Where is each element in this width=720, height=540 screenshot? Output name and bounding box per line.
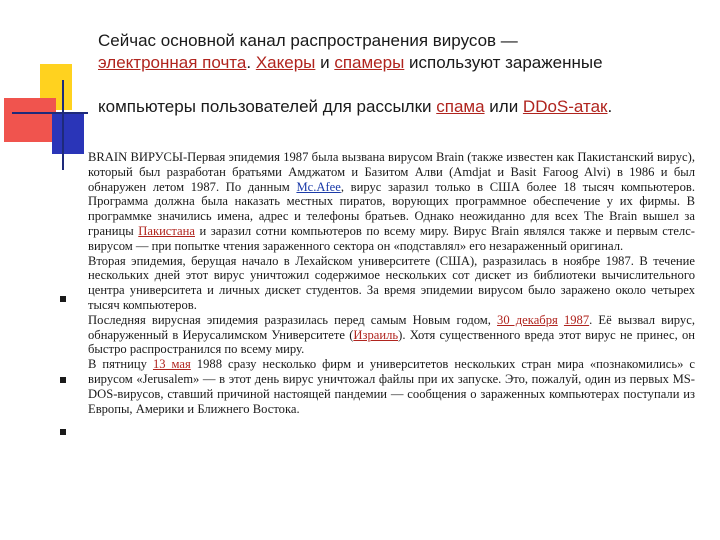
bullet-marker (60, 296, 66, 302)
heading-line-3 (98, 96, 708, 118)
heading-text: . (607, 97, 613, 116)
article-body (88, 150, 695, 416)
heading-text: . (246, 53, 256, 72)
bullet-marker (60, 429, 66, 435)
decor-horizontal-line (12, 112, 88, 114)
link-pakistan[interactable]: Пакистана (138, 223, 195, 238)
decor-blue-square (52, 112, 84, 154)
decor-vertical-line (62, 80, 64, 170)
link-spam[interactable]: спама (436, 97, 485, 116)
paragraph-text: Последняя вирусная эпидемия разразилась перед самым Новым годом, (88, 312, 498, 327)
paragraph-jerusalem (88, 313, 695, 357)
paragraph-text: В пятницу (88, 357, 153, 372)
link-dec-30[interactable]: 30 декабря (497, 312, 558, 327)
paragraph-text: Вторая эпидемия, берущая начало в Лехайском университете (США), разразилась в ноябре 1987. В течение нескольких дней этот вирус уничтожил содержимое нескольких сот дискет из библиотеки вычислительного центра университета и личных дискет студентов. За время эпидемии вирусом было заражено около четырех тысяч компьютеров. (88, 253, 695, 312)
paragraph-lehigh (88, 254, 695, 313)
paragraph-friday-13 (88, 357, 695, 416)
heading-line-1: Сейчас основной канал распространения вирусов — (98, 31, 518, 50)
heading-text: используют зараженные (404, 53, 603, 72)
link-israel[interactable]: Израиль (353, 327, 399, 342)
link-1987[interactable]: 1987 (563, 312, 590, 327)
paragraph-text: , вирус заразил только в США более 18 тысяч компьютеров. Программа должна была наказать местных пиратов, ворующих программное обеспечение у их фирмы. В программке значились имена, адрес и телефоны братьев. Однако неожиданно для всех The Brain вышел за границы (88, 179, 695, 238)
link-email[interactable]: электронная почта (98, 53, 247, 72)
paragraph-brain (88, 150, 695, 254)
paragraph-text: BRAIN ВИРУСЫ-Первая эпидемия 1987 была вызвана вирусом Brain (также известен как Пакистанский вирус), который был разработан братьями Амджатом и Базитом Алви (Amdjat и Basit Faroog Alvi) в 1986 и был обнаружен летом 1987. По данным (88, 150, 695, 194)
link-spammers[interactable]: спамеры (334, 53, 405, 72)
link-mcafee[interactable]: Mc.Afee (296, 179, 341, 194)
heading-line-2 (98, 52, 708, 74)
paragraph-text: ). Хотя существенного вреда этот вирус не принес, он быстро распространился по всему миру. (88, 327, 695, 357)
paragraph-text: 1988 сразу несколько фирм и университетов нескольких стран мира «познакомились» с вирусом «Jerusalem» — в этот день вирус уничтожал файлы при их запуске. Это, пожалуй, один из первых MS-DOS-вирусов, ставший причиной настоящей пандемии — сообщения о зараженных компьютерах поступали из Европы, Америки и Ближнего Востока. (88, 357, 695, 416)
slide-heading (98, 30, 708, 118)
link-ddos[interactable]: DDoS-атак (522, 97, 608, 116)
link-may-13[interactable]: 13 мая (152, 357, 191, 372)
paragraph-text: . Её вызвал вирус, обнаруженный в Иерусалимском Университете ( (88, 312, 695, 342)
heading-text: и (315, 53, 335, 72)
bullet-marker (60, 377, 66, 383)
heading-text: компьютеры пользователей для рассылки (98, 97, 437, 116)
decor-red-square (4, 98, 56, 142)
paragraph-text: и заразил сотни компьютеров по всему миру. Вирус Brain являлся также и первым стелс-вирусом — при попытке чтения зараженного сектора он «подставлял» его незараженный оригинал. (88, 223, 695, 253)
heading-text: или (484, 97, 523, 116)
link-hackers[interactable]: Хакеры (255, 53, 316, 72)
